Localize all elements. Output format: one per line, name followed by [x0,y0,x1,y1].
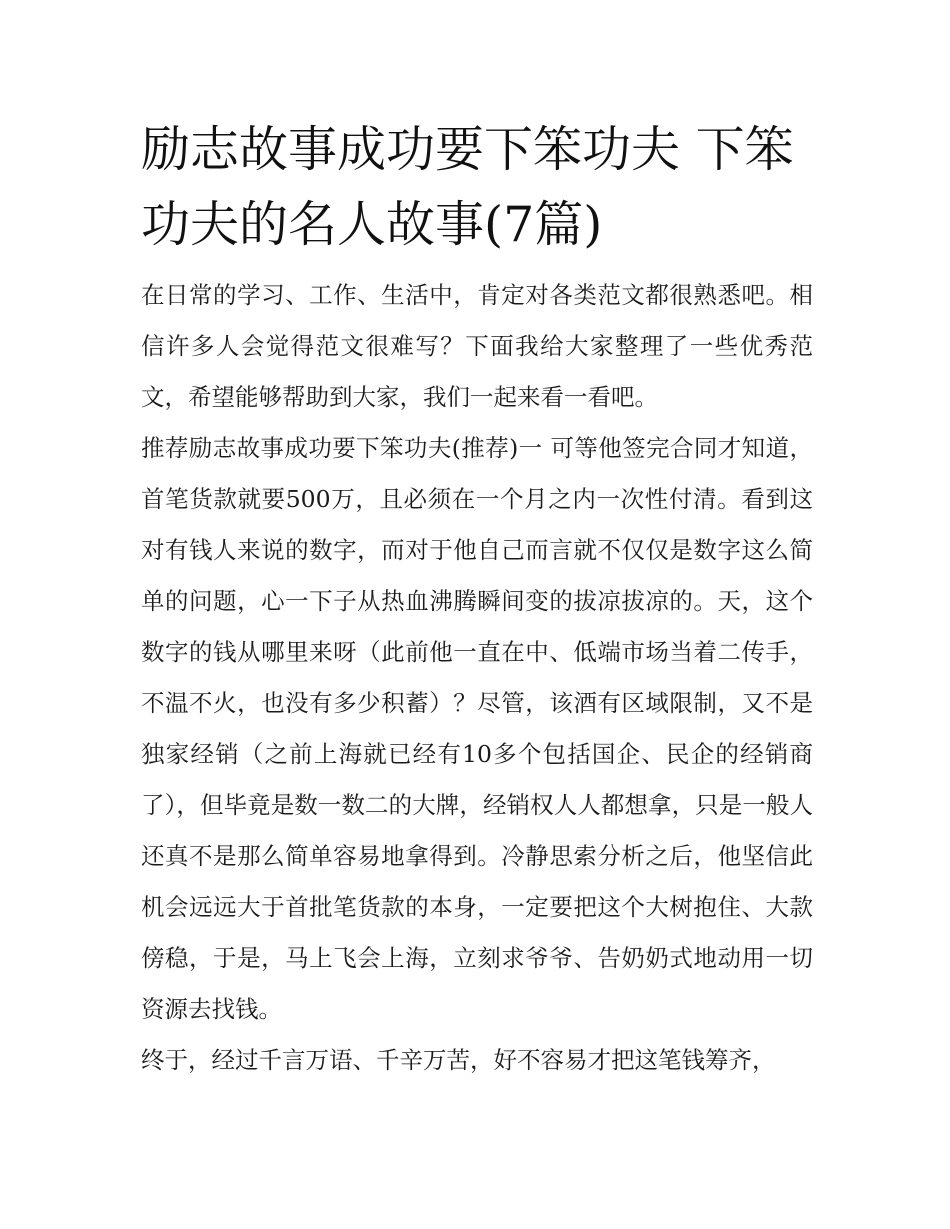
document-body [141,112,813,1086]
paragraph-intro: 在日常的学习、工作、生活中，肯定对各类范文都很熟悉吧。相信许多人会觉得范文很难写？下面我给大家整理了一些优秀范文，希望能够帮助到大家，我们一起来看一看吧。 [141,281,813,411]
paragraph-continuation: 终于，经过千言万语、千辛万苦，好不容易才把这笔钱筹齐， [141,1046,776,1074]
document-title: 励志故事成功要下笨功夫 下笨功夫的名人故事(7篇) [141,121,794,253]
paragraph-story: 推荐励志故事成功要下笨功夫(推荐)一 可等他签完合同才知道，首笔货款就要500万，且必须在一个月之内一次性付清。看到这对有钱人来说的数字，而对于他自己而言就不仅仅是数字这么简单的问题，心一下子从热血沸腾瞬间变的拔凉拔凉的。天，这个数字的钱从哪里来呀（此前他一直在中、低端市场当着二传手，不温不火，也没有多少积蓄）？尽管，该酒有区域限制，又不是独家经销（之前上海就已经有10多个包括国企、民企的经销商了），但毕竟是数一数二的大牌，经销权人人都想拿，只是一般人还真不是那么简单容易地拿得到。冷静思索分析之后，他坚信此机会远远大于首批笔货款的本身，一定要把这个大树抱住、大款傍稳，于是，马上飞会上海，立刻求爷爷、告奶奶式地动用一切资源去找钱。 [141,434,813,1023]
